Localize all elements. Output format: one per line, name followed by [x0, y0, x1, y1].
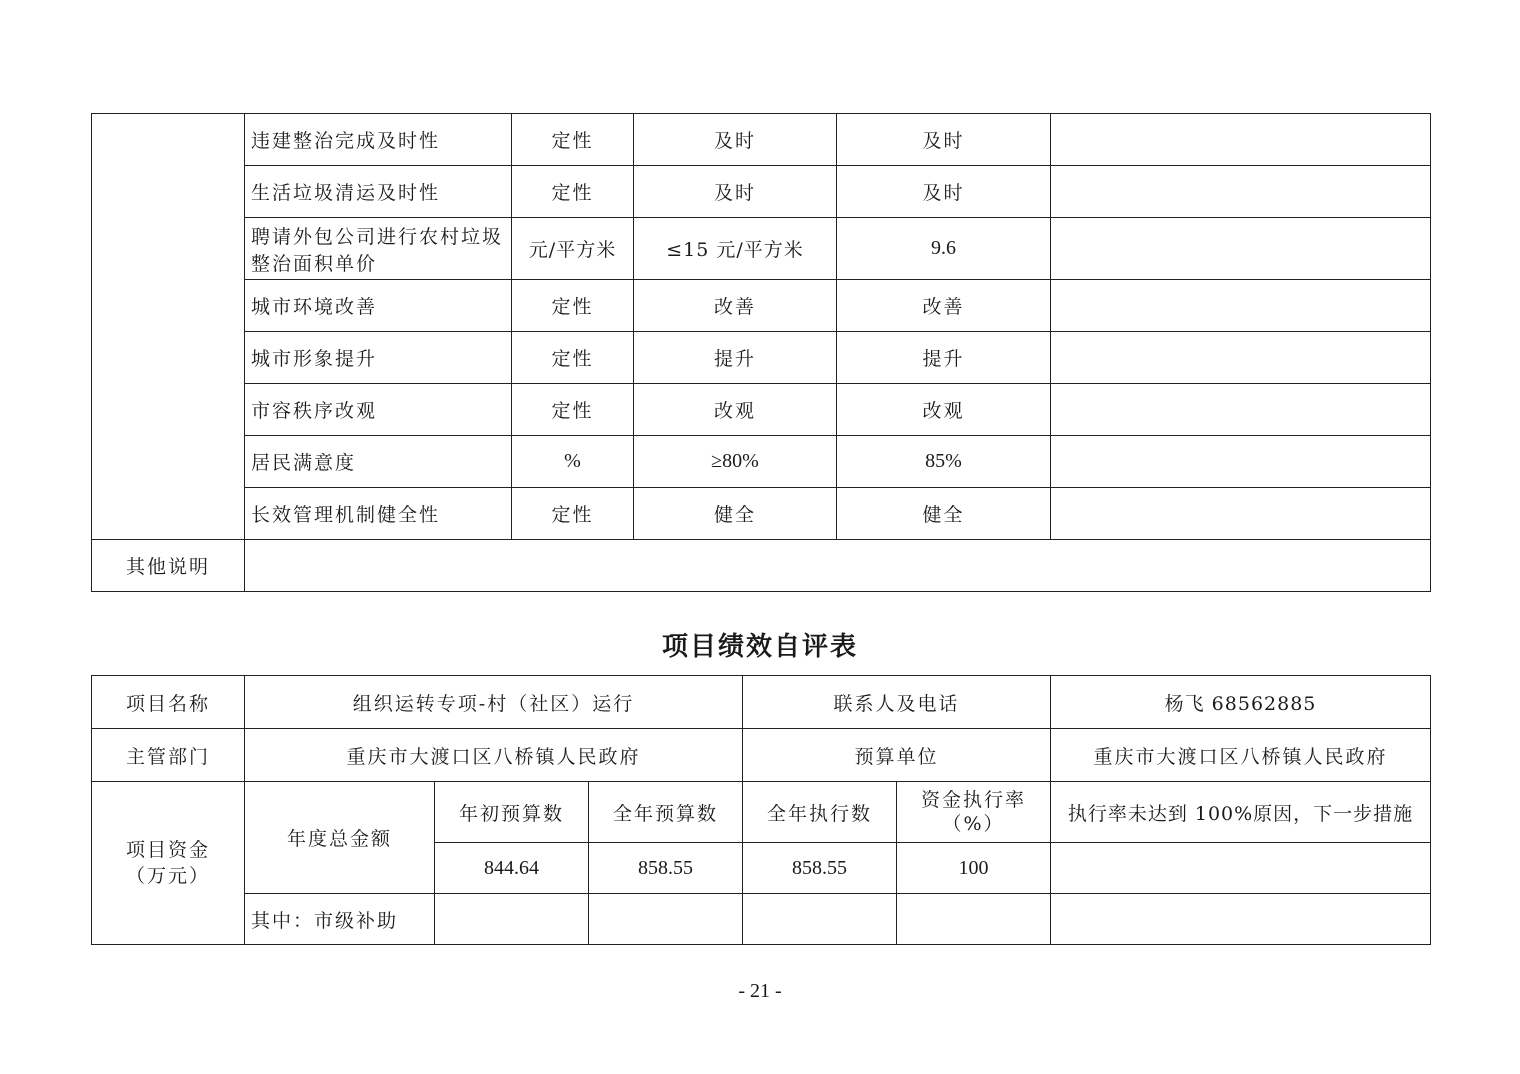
project-name-value: 组织运转专项-村（社区）运行: [245, 676, 743, 729]
indicator-name: 违建整治完成及时性: [245, 114, 512, 166]
initial-budget-header: 年初预算数: [435, 782, 589, 843]
indicator-name: 市容秩序改观: [245, 384, 512, 436]
indicator-actual: 9.6: [837, 218, 1051, 280]
other-notes-label: 其他说明: [92, 540, 245, 592]
department-value: 重庆市大渡口区八桥镇人民政府: [245, 729, 743, 782]
indicator-name: 城市环境改善: [245, 280, 512, 332]
table-row: [92, 218, 1431, 280]
indicator-target: 改善: [634, 280, 837, 332]
department-label: 主管部门: [92, 729, 245, 782]
indicator-actual: 及时: [837, 114, 1051, 166]
municipal-full-year-budget: [589, 894, 743, 945]
table-row: [92, 540, 1431, 592]
project-name-label: 项目名称: [92, 676, 245, 729]
table-row: [92, 894, 1431, 945]
indicator-unit: 定性: [512, 488, 634, 540]
budget-unit-value: 重庆市大渡口区八桥镇人民政府: [1051, 729, 1431, 782]
project-self-evaluation-table: [91, 675, 1431, 945]
annual-total-label: 年度总金额: [245, 782, 435, 894]
indicator-name: 生活垃圾清运及时性: [245, 166, 512, 218]
indicator-actual: 提升: [837, 332, 1051, 384]
indicator-unit: 元/平方米: [512, 218, 634, 280]
municipal-subsidy-label: 其中：市级补助: [245, 894, 435, 945]
indicator-note: [1051, 436, 1431, 488]
indicator-name: 聘请外包公司进行农村垃圾整治面积单价: [245, 218, 512, 280]
full-year-budget-value: 858.55: [589, 843, 743, 894]
indicator-note: [1051, 280, 1431, 332]
full-year-execution-header: 全年执行数: [743, 782, 897, 843]
indicator-target: 及时: [634, 166, 837, 218]
indicator-name: 长效管理机制健全性: [245, 488, 512, 540]
indicator-actual: 及时: [837, 166, 1051, 218]
table-row: [92, 280, 1431, 332]
table-row: [92, 332, 1431, 384]
indicator-unit: 定性: [512, 280, 634, 332]
indicator-actual: 改善: [837, 280, 1051, 332]
indicator-note: [1051, 114, 1431, 166]
full-year-execution-value: 858.55: [743, 843, 897, 894]
performance-indicator-table: [91, 113, 1431, 592]
execution-rate-value: 100: [897, 843, 1051, 894]
budget-unit-label: 预算单位: [743, 729, 1051, 782]
execution-rate-header-text: 资金执行率（%）: [920, 789, 1026, 835]
other-notes-value: [245, 540, 1431, 592]
reason-value: [1051, 843, 1431, 894]
indicator-target: 健全: [634, 488, 837, 540]
indicator-unit: 定性: [512, 166, 634, 218]
table-row: [92, 114, 1431, 166]
municipal-initial-budget: [435, 894, 589, 945]
page-number: - 21 -: [738, 980, 782, 1002]
table-row: [92, 488, 1431, 540]
indicator-unit: 定性: [512, 114, 634, 166]
indicator-note: [1051, 488, 1431, 540]
execution-rate-header: [897, 782, 1051, 843]
table-row: [92, 436, 1431, 488]
table-row: [92, 676, 1431, 729]
table-row: [92, 782, 1431, 843]
municipal-execution-rate: [897, 894, 1051, 945]
indicator-target: 提升: [634, 332, 837, 384]
indicator-target: 改观: [634, 384, 837, 436]
full-year-budget-header: 全年预算数: [589, 782, 743, 843]
indicator-unit: 定性: [512, 384, 634, 436]
initial-budget-value: 844.64: [435, 843, 589, 894]
table-row: [92, 166, 1431, 218]
indicator-note: [1051, 218, 1431, 280]
indicator-note: [1051, 332, 1431, 384]
indicator-unit: %: [512, 436, 634, 488]
indicator-name: 居民满意度: [245, 436, 512, 488]
municipal-reason: [1051, 894, 1431, 945]
indicator-actual: 85%: [837, 436, 1051, 488]
indicator-target: 及时: [634, 114, 837, 166]
indicator-category-cell: [92, 114, 245, 540]
municipal-full-year-execution: [743, 894, 897, 945]
indicator-unit: 定性: [512, 332, 634, 384]
table-row: [92, 729, 1431, 782]
contact-label: 联系人及电话: [743, 676, 1051, 729]
indicator-note: [1051, 384, 1431, 436]
project-funds-label-text: 项目资金（万元）: [125, 839, 210, 887]
project-funds-label: [92, 782, 245, 945]
indicator-note: [1051, 166, 1431, 218]
indicator-actual: 改观: [837, 384, 1051, 436]
contact-value: 杨飞 68562885: [1051, 676, 1431, 729]
table-row: [92, 384, 1431, 436]
document-title: 项目绩效自评表: [661, 632, 858, 662]
reason-header: 执行率未达到 100%原因，下一步措施: [1051, 782, 1431, 843]
indicator-target: ≥80%: [634, 436, 837, 488]
indicator-actual: 健全: [837, 488, 1051, 540]
indicator-name: 城市形象提升: [245, 332, 512, 384]
indicator-target: ≤15 元/平方米: [634, 218, 837, 280]
